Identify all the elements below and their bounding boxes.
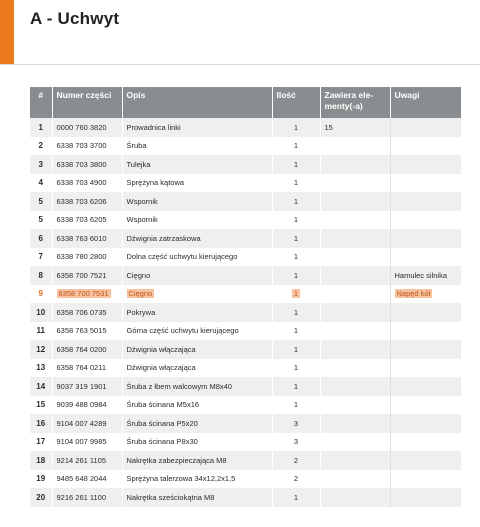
page-header [0, 0, 480, 64]
cell-number: 19 [30, 470, 52, 489]
column-header-contains: Zawiera ele-menty(-a) [320, 87, 390, 118]
cell-notes [390, 359, 461, 378]
cell-number: 8 [30, 266, 52, 285]
cell-quantity: 1 [272, 211, 320, 230]
cell-description [122, 285, 272, 304]
cell-quantity: 2 [272, 470, 320, 489]
cell-number: 7 [30, 248, 52, 267]
table-row [30, 174, 461, 193]
cell-number: 14 [30, 377, 52, 396]
cell-description: Pokrywa [122, 303, 272, 322]
cell-notes [390, 137, 461, 156]
table-row [30, 303, 461, 322]
cell-part-number: 0000 760 3820 [52, 118, 122, 137]
cell-part-number: 9104 007 4289 [52, 414, 122, 433]
cell-number: 5 [30, 192, 52, 211]
column-header-description: Opis [122, 87, 272, 118]
cell-quantity: 3 [272, 433, 320, 452]
table-row [30, 285, 461, 304]
cell-notes [390, 155, 461, 174]
table-row [30, 229, 461, 248]
highlight-mark: 1 [293, 289, 299, 299]
cell-part-number: 6338 763 6010 [52, 229, 122, 248]
cell-part-number [52, 285, 122, 304]
table-row [30, 322, 461, 341]
cell-contains [320, 359, 390, 378]
cell-description: Nakrętka sześciokątna M8 [122, 488, 272, 507]
cell-part-number: 9216 261 1100 [52, 488, 122, 507]
cell-contains [320, 211, 390, 230]
table-row [30, 377, 461, 396]
cell-notes [390, 174, 461, 193]
cell-notes [390, 285, 461, 304]
cell-contains [320, 285, 390, 304]
cell-notes [390, 377, 461, 396]
cell-number: 9 [30, 285, 52, 304]
cell-part-number: 6358 706 0735 [52, 303, 122, 322]
cell-notes: Hamulec silnika [390, 266, 461, 285]
table-row [30, 340, 461, 359]
cell-part-number: 6338 703 3700 [52, 137, 122, 156]
cell-description: Śruba ścinana P8x30 [122, 433, 272, 452]
table-row [30, 488, 461, 507]
column-header-notes: Uwagi [390, 87, 461, 118]
cell-part-number: 6338 703 3800 [52, 155, 122, 174]
table-row [30, 192, 461, 211]
cell-quantity: 1 [272, 118, 320, 137]
cell-contains [320, 192, 390, 211]
table-row [30, 211, 461, 230]
cell-part-number: 6338 703 4900 [52, 174, 122, 193]
cell-notes [390, 451, 461, 470]
cell-quantity: 1 [272, 229, 320, 248]
highlight-mark: Cięgno [128, 289, 153, 299]
cell-notes [390, 303, 461, 322]
cell-contains [320, 340, 390, 359]
cell-number: 16 [30, 414, 52, 433]
cell-quantity: 1 [272, 488, 320, 507]
cell-description: Śruba ścinana P5x20 [122, 414, 272, 433]
cell-description: Prowadnica linki [122, 118, 272, 137]
cell-contains: 15 [320, 118, 390, 137]
cell-contains [320, 414, 390, 433]
cell-number: 6 [30, 229, 52, 248]
cell-contains [320, 248, 390, 267]
header-divider [0, 64, 480, 65]
cell-quantity: 1 [272, 174, 320, 193]
cell-notes [390, 488, 461, 507]
cell-part-number: 6338 780 2800 [52, 248, 122, 267]
cell-contains [320, 377, 390, 396]
cell-number: 15 [30, 396, 52, 415]
cell-description: Śruba ścinana M5x16 [122, 396, 272, 415]
table-row [30, 396, 461, 415]
cell-number: 11 [30, 322, 52, 341]
cell-part-number: 9039 488 0984 [52, 396, 122, 415]
column-header-number: # [30, 87, 52, 118]
cell-contains [320, 470, 390, 489]
cell-notes [390, 229, 461, 248]
cell-part-number: 9104 007 9985 [52, 433, 122, 452]
cell-quantity: 1 [272, 155, 320, 174]
cell-contains [320, 451, 390, 470]
cell-contains [320, 303, 390, 322]
column-header-part-number: Numer części [52, 87, 122, 118]
cell-part-number: 6358 764 0211 [52, 359, 122, 378]
cell-notes [390, 211, 461, 230]
cell-description: Nakrętka zabezpieczająca M8 [122, 451, 272, 470]
cell-contains [320, 155, 390, 174]
cell-contains [320, 322, 390, 341]
cell-description: Śruba [122, 137, 272, 156]
table-row [30, 451, 461, 470]
parts-table [30, 87, 461, 507]
highlight-mark: 6358 700 7531 [58, 289, 109, 299]
cell-part-number: 6338 703 6205 [52, 211, 122, 230]
table-row [30, 359, 461, 378]
cell-number: 17 [30, 433, 52, 452]
cell-number: 5 [30, 211, 52, 230]
cell-contains [320, 174, 390, 193]
cell-quantity: 1 [272, 322, 320, 341]
table-row [30, 414, 461, 433]
cell-description: Dolna część uchwytu kierującego [122, 248, 272, 267]
cell-notes [390, 248, 461, 267]
cell-contains [320, 229, 390, 248]
cell-number: 13 [30, 359, 52, 378]
table-row [30, 433, 461, 452]
cell-number: 18 [30, 451, 52, 470]
cell-description: Śruba z łbem walcowym M8x40 [122, 377, 272, 396]
cell-description: Górna część uchwytu kierującego [122, 322, 272, 341]
cell-description: Tulejka [122, 155, 272, 174]
cell-contains [320, 433, 390, 452]
cell-description: Dźwignia włączająca [122, 359, 272, 378]
accent-bar [0, 0, 14, 64]
cell-quantity: 1 [272, 303, 320, 322]
cell-notes [390, 118, 461, 137]
cell-quantity: 1 [272, 359, 320, 378]
cell-description: Dźwignia włączająca [122, 340, 272, 359]
cell-quantity: 1 [272, 266, 320, 285]
cell-notes [390, 470, 461, 489]
table-header-row [30, 87, 461, 118]
cell-description: Dźwignia zatrzaskowa [122, 229, 272, 248]
cell-contains [320, 137, 390, 156]
table-row [30, 137, 461, 156]
page-title: A - Uchwyt [30, 9, 120, 28]
cell-description: Sprężyna talerzowa 34x12,2x1,5 [122, 470, 272, 489]
highlight-mark: Napęd kół [396, 289, 431, 299]
cell-part-number: 9485 648 2044 [52, 470, 122, 489]
cell-quantity: 1 [272, 248, 320, 267]
cell-quantity: 1 [272, 396, 320, 415]
cell-notes [390, 414, 461, 433]
cell-quantity [272, 285, 320, 304]
cell-quantity: 2 [272, 451, 320, 470]
cell-quantity: 1 [272, 377, 320, 396]
cell-quantity: 3 [272, 414, 320, 433]
cell-part-number: 9037 319 1901 [52, 377, 122, 396]
cell-contains [320, 488, 390, 507]
cell-notes [390, 192, 461, 211]
cell-part-number: 6358 700 7521 [52, 266, 122, 285]
cell-notes [390, 396, 461, 415]
cell-number: 10 [30, 303, 52, 322]
cell-number: 4 [30, 174, 52, 193]
cell-notes [390, 322, 461, 341]
table-row [30, 248, 461, 267]
cell-part-number: 6358 763 5015 [52, 322, 122, 341]
table-row [30, 155, 461, 174]
cell-description: Wspornik [122, 192, 272, 211]
cell-notes [390, 433, 461, 452]
column-header-quantity: Ilość [272, 87, 320, 118]
table-row [30, 266, 461, 285]
cell-part-number: 6358 764 0200 [52, 340, 122, 359]
cell-description: Sprężyna kątowa [122, 174, 272, 193]
cell-part-number: 9214 261 1105 [52, 451, 122, 470]
cell-description: Cięgno [122, 266, 272, 285]
cell-number: 3 [30, 155, 52, 174]
cell-description: Wspornik [122, 211, 272, 230]
cell-part-number: 6338 703 6206 [52, 192, 122, 211]
cell-number: 12 [30, 340, 52, 359]
cell-quantity: 1 [272, 137, 320, 156]
table-row [30, 118, 461, 137]
cell-number: 2 [30, 137, 52, 156]
cell-number: 20 [30, 488, 52, 507]
cell-quantity: 1 [272, 192, 320, 211]
cell-contains [320, 396, 390, 415]
cell-number: 1 [30, 118, 52, 137]
table-row [30, 470, 461, 489]
cell-notes [390, 340, 461, 359]
cell-quantity: 1 [272, 340, 320, 359]
cell-contains [320, 266, 390, 285]
